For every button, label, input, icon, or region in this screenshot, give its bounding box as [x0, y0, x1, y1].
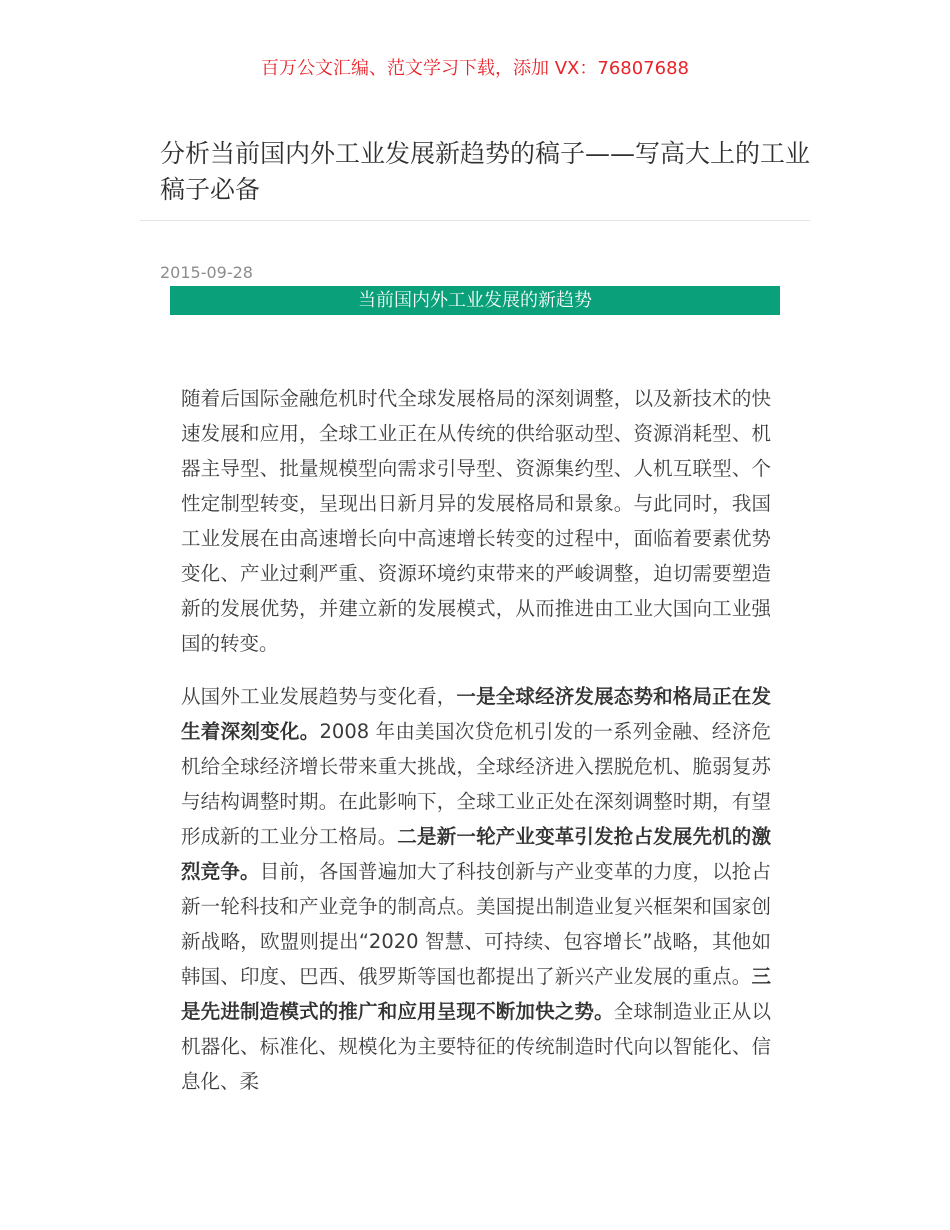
text-run: 全球制造业正从以机器化、标准化、规模化为主要特征的传统制造时代向以智能化、信息化、柔 [181, 1000, 771, 1093]
text-run: 目前，各国普遍加大了科技创新与产业变革的力度，以抢占新一轮科技和产业竞争的制高点。美国提出制造业复兴框架和国家创新战略，欧盟则提出“2020 智慧、可持续、包容增长”战略，其他如韩国、印度、巴西、俄罗斯等国也都提出了新兴产业发展的重点。 [181, 860, 771, 988]
key-point-1: 一是全球经济发展态势和格局正在发生着深刻变化。 [181, 685, 771, 743]
publish-date: 2015-09-28 [160, 263, 253, 282]
key-point-3: 三是先进制造模式的推广和应用呈现不断加快之势。 [181, 965, 771, 1023]
text-run: 从国外工业发展趋势与变化看， [181, 685, 457, 708]
article-body [181, 381, 771, 1117]
paragraph-2 [181, 679, 771, 1099]
text-run: 随着后国际金融危机时代全球发展格局的深刻调整，以及新技术的快速发展和应用，全球工业正在从传统的供给驱动型、资源消耗型、机器主导型、批量规模型向需求引导型、资源集约型、人机互联型、个性定制型转变，呈现出日新月异的发展格局和景象。与此同时，我国工业发展在由高速增长向中高速增长转变的过程中，面临着要素优势变化、产业过剩严重、资源环境约束带来的严峻调整，迫切需要塑造新的发展优势，并建立新的发展模式，从而推进由工业大国向工业强国的转变。 [181, 387, 771, 655]
key-point-2: 二是新一轮产业变革引发抢占发展先机的激烈竞争。 [181, 825, 771, 883]
section-header: 当前国内外工业发展的新趋势 [170, 286, 780, 315]
promo-banner: 百万公文汇编、范文学习下载，添加 VX：76807688 [261, 58, 689, 79]
title-divider [140, 220, 810, 221]
article-title: 分析当前国内外工业发展新趋势的稿子——写高大上的工业稿子必备 [160, 139, 811, 204]
text-run: 2008 年由美国次贷危机引发的一系列金融、经济危机给全球经济增长带来重大挑战，全球经济进入摆脱危机、脆弱复苏与结构调整时期。在此影响下，全球工业正处在深刻调整时期，有望形成新的工业分工格局。 [181, 720, 771, 848]
paragraph-1 [181, 381, 771, 661]
